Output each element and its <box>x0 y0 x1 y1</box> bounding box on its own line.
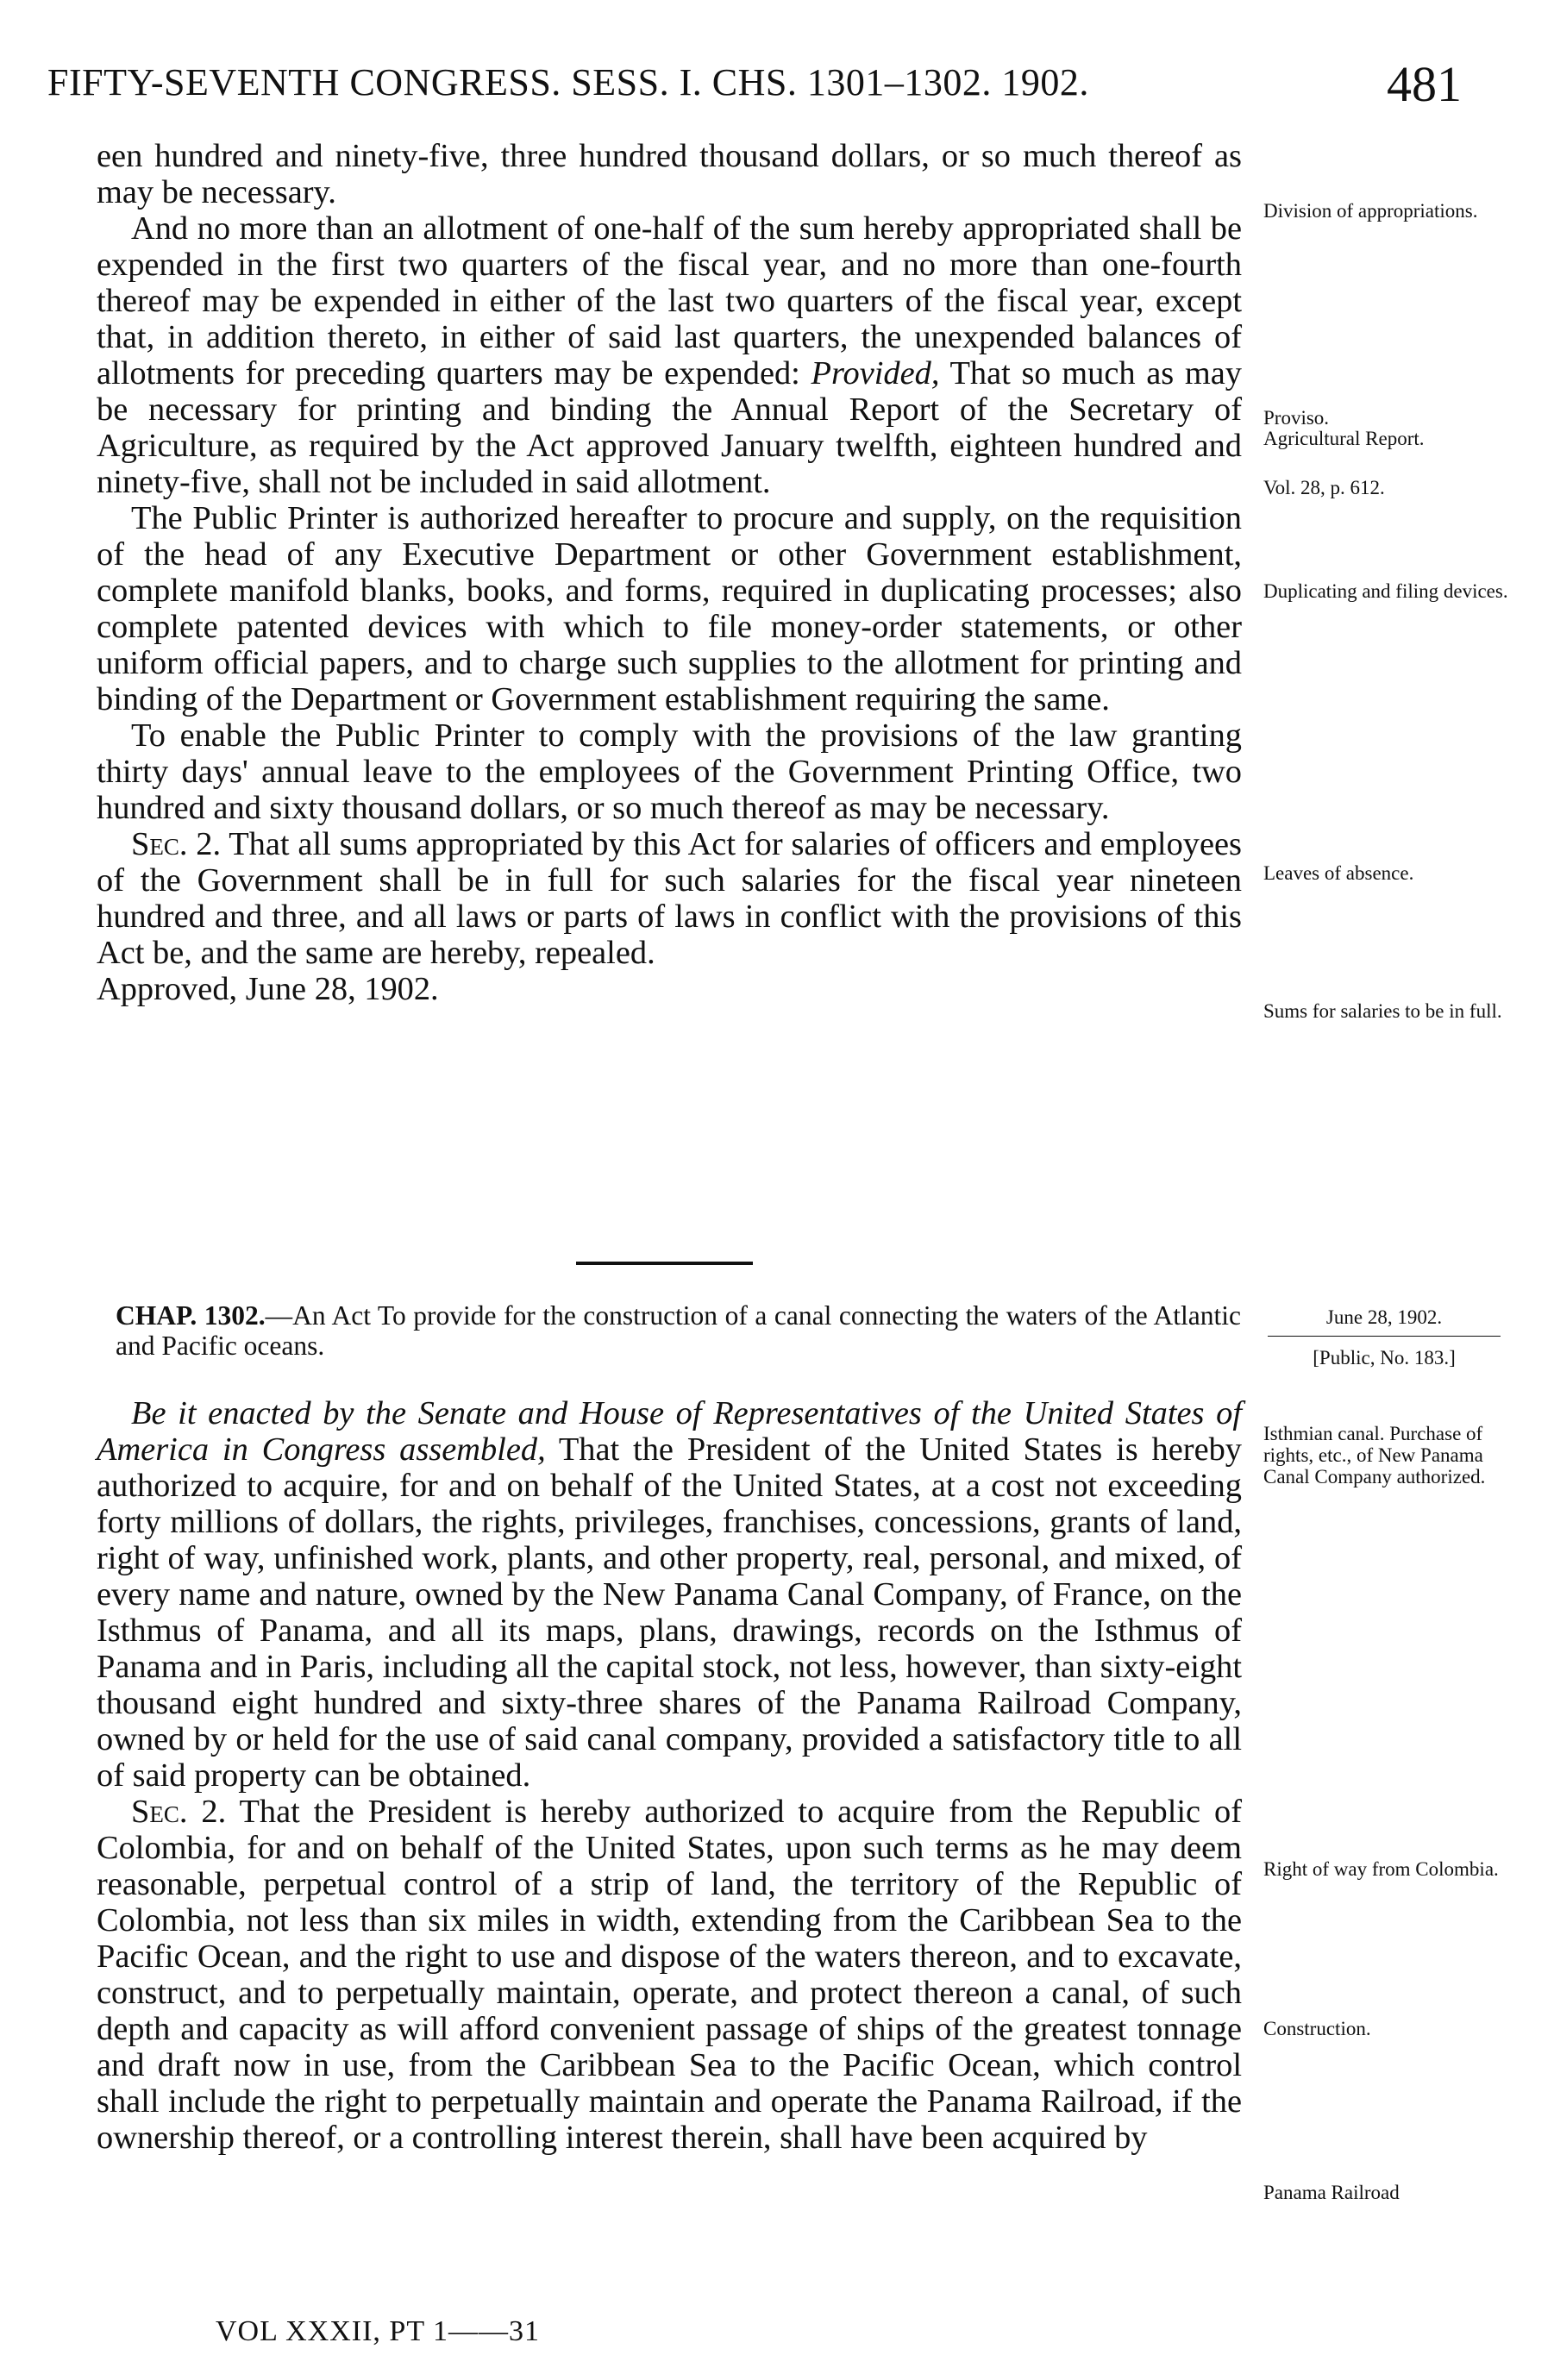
running-header <box>0 56 1554 112</box>
paragraph-continuation: een hundred and ninety-five, three hundred thousand dollars, or so much thereof as may be necessary. <box>97 138 1242 210</box>
enacting-clause: Be it enacted by the Senate and House of Representatives of the United States of America in Congress assembled, <box>97 1395 1242 1468</box>
paragraph-division <box>97 210 1242 500</box>
margin-note-isthmian-canal: Isthmian canal. Purchase of rights, etc., of New Panama Canal Company authorized. <box>1263 1423 1486 1488</box>
proviso-word: Provided, <box>811 355 940 391</box>
enactment-text <box>97 1395 1242 2156</box>
paragraph-leaves: To enable the Public Printer to comply with the provisions of the law granting thirty days' annual leave to the employees of the Government Printing Office, two hundred and sixty thousand dollars, or so much thereof as may be necessary. <box>97 717 1242 826</box>
margin-note-construction: Construction. <box>1263 2018 1371 2039</box>
chapter-title: —An Act To provide for the construction of a canal connecting the waters of the Atlantic and Pacific oceans. <box>116 1300 1241 1361</box>
margin-note-panama-railroad: Panama Railroad <box>1263 2182 1400 2203</box>
chapter-date-block <box>1268 1306 1501 1369</box>
chapter-label: CHAP. 1302. <box>116 1300 266 1331</box>
main-text <box>97 138 1242 1007</box>
section-label: Sec. 2. <box>131 826 222 862</box>
approval-date: Approved, June 28, 1902. <box>97 971 439 1007</box>
margin-note-leaves: Leaves of absence. <box>1263 862 1414 884</box>
signature-line: VOL XXXII, PT 1——31 <box>216 2315 540 2347</box>
section-text: That all sums appropriated by this Act for salaries of officers and employees of the Government shall be in full for such salaries for the fiscal year nineteen hundred and three, and all laws or parts of laws in conflict with the provisions of this Act be, and the same are hereby, repealed. <box>97 826 1242 971</box>
proviso-text: That so much as may be necessary for printing and binding the Annual Report of the Secretary of Agriculture, as required by the Act approved January twelfth, eighteen hundred and ninety-five, shall not be included in said allotment. <box>97 355 1243 500</box>
margin-note-proviso: Proviso. <box>1263 407 1330 429</box>
margin-note-volume-ref: Vol. 28, p. 612. <box>1263 477 1385 498</box>
margin-note-agri-report: Agricultural Report. <box>1263 428 1425 449</box>
chapter-date: June 28, 1902. <box>1268 1306 1501 1337</box>
paragraph-enact-section-2 <box>97 1794 1242 2156</box>
running-head: FIFTY-SEVENTH CONGRESS. SESS. I. CHS. 1301–1302. 1902. <box>47 61 1089 103</box>
margin-note-division: Division of appropriations. <box>1263 200 1478 222</box>
chapter-heading <box>116 1300 1241 1361</box>
margin-note-duplicating: Duplicating and filing devices. <box>1263 580 1508 602</box>
margin-note-sums: Sums for salaries to be in full. <box>1263 1000 1502 1022</box>
division-text: And no more than an allotment of one-half of the sum hereby appropriated shall be expended in the first two quarters of the fiscal year, and no more than one-fourth thereof may be expended in either of the last two quarters of the fiscal year, except that, in addition thereto, in either of said last quarters, the unexpended balances of allotments for preceding quarters may be expended: <box>97 210 1242 391</box>
page-number: 481 <box>1387 56 1462 112</box>
enact-section-text: That the President is hereby authorized to acquire from the Republic of Colombia, for and on behalf of the United States, upon such terms as he may deem reasonable, perpetual control of a strip of land, the territory of the Republic of Colombia, not less than six miles in width, extending from the Caribbean Sea to the Pacific Ocean, and the right to use and dispose of the waters thereon, and to excavate, construct, and to perpetually maintain, operate, and protect thereon a canal, of such depth and capacity as will afford convenient passage of ships of the greatest tonnage and draft now in use, from the Caribbean Sea to the Pacific Ocean, which control shall include the right to perpetually maintain and operate the Panama Railroad, if the ownership thereof, or a controlling interest therein, shall have been acquired by <box>97 1794 1243 2156</box>
paragraph-duplicating: The Public Printer is authorized hereafter to procure and supply, on the requisition of the head of any Executive Department or other Government establishment, complete manifold blanks, books, and forms, required in duplicating processes; also complete patented devices with which to file money-order statements, or other uniform official papers, and to charge such supplies to the allotment for printing and binding of the Department or Government establishment requiring the same. <box>97 500 1242 717</box>
public-law-number: [Public, No. 183.] <box>1313 1347 1456 1368</box>
enacting-text: That the President of the United States is hereby authorized to acquire, for and on behalf of the United States, at a cost not exceeding forty millions of dollars, the rights, privileges, franchises, concessions, grants of land, right of way, unfinished work, plants, and other property, real, personal, and mixed, of every name and nature, owned by the New Panama Canal Company, of France, on the Isthmus of Panama, and all its maps, plans, drawings, records on the Isthmus of Panama and in Paris, including all the capital stock, not less, however, than sixty-eight thousand eight hundred and sixty-three shares of the Panama Railroad Company, owned by or held for the use of said canal company, provided a satisfactory title to all of said property can be obtained. <box>97 1431 1242 1794</box>
margin-note-right-of-way: Right of way from Colombia. <box>1263 1858 1499 1880</box>
paragraph-section-2 <box>97 826 1242 971</box>
paragraph-enacting <box>97 1395 1242 1794</box>
enact-section-label: Sec. 2. <box>131 1794 227 1830</box>
section-divider <box>576 1262 753 1265</box>
